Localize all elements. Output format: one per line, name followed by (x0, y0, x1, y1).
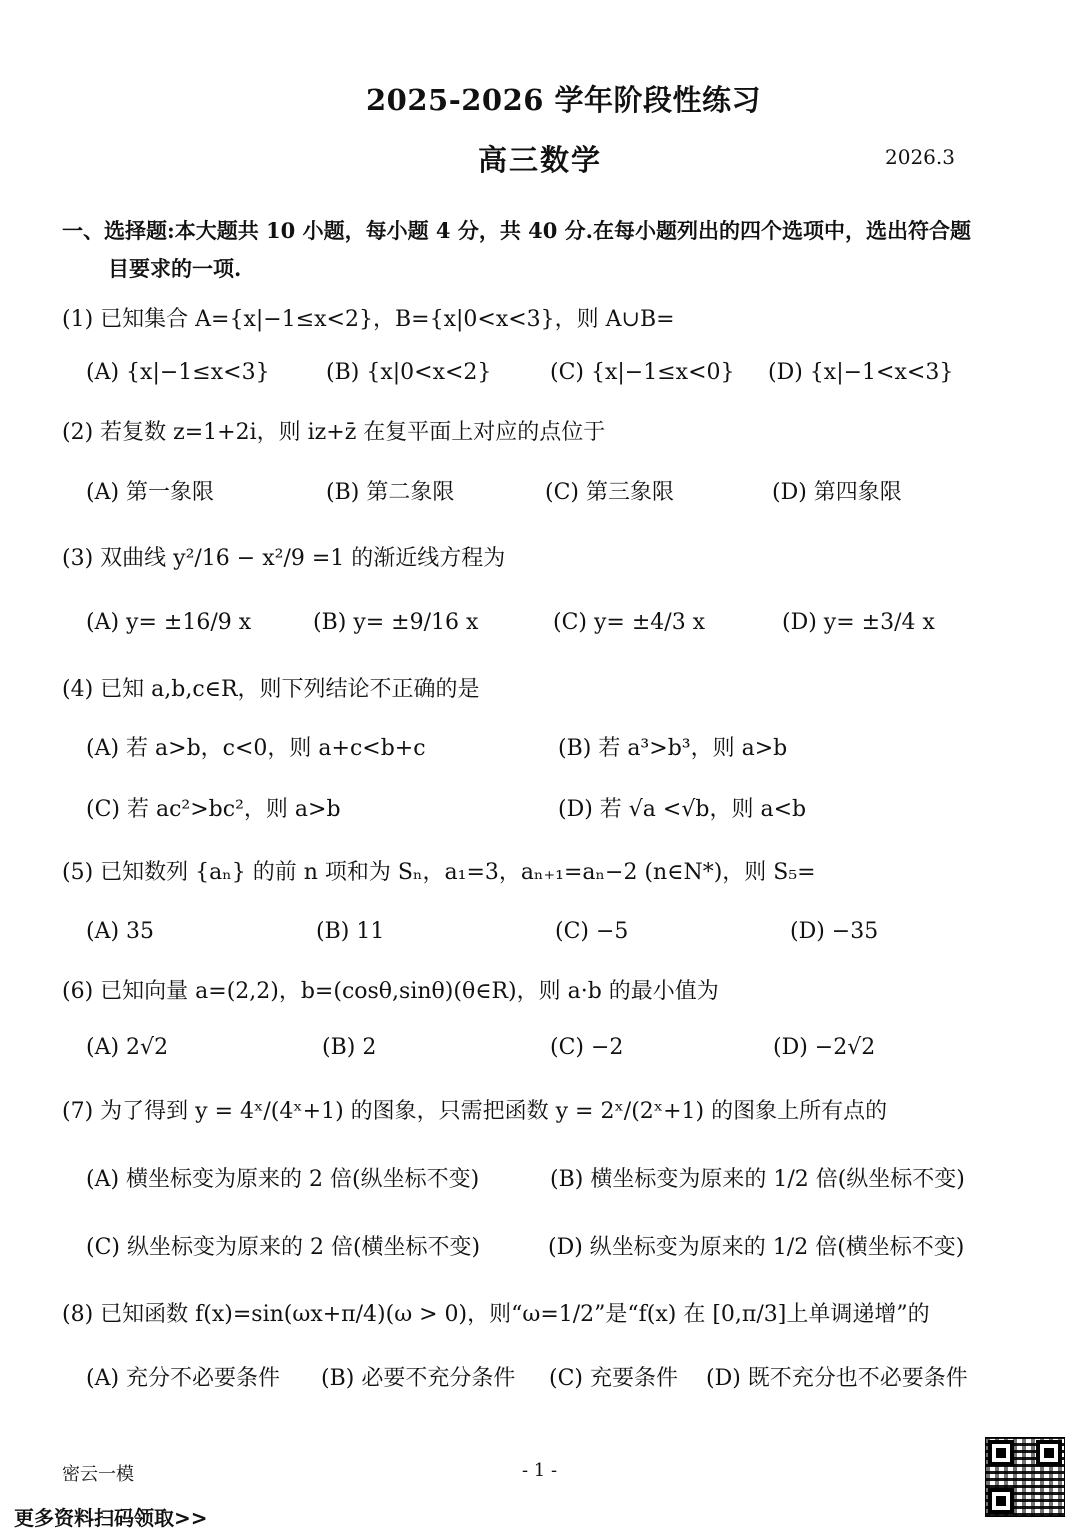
question-3-option-a: (A) y= ±16/9 x (86, 610, 252, 635)
question-4-option-b: (B) 若 a³>b³，则 a>b (558, 736, 788, 761)
question-8-option-d: (D) 既不充分也不必要条件 (706, 1366, 968, 1391)
question-6-option-a: (A) 2√2 (86, 1035, 169, 1060)
question-8-option-b: (B) 必要不充分条件 (321, 1366, 516, 1391)
qr-code-icon[interactable] (985, 1437, 1065, 1517)
question-5-option-b: (B) 11 (316, 919, 385, 944)
question-7-option-c: (C) 纵坐标变为原来的 2 倍(横坐标不变) (86, 1235, 481, 1260)
question-1-option-d: (D) {x|−1<x<3} (768, 360, 954, 385)
question-8-option-c: (C) 充要条件 (549, 1366, 678, 1391)
paper-title: 2025-2026 学年阶段性练习 (366, 83, 762, 117)
question-2-option-a: (A) 第一象限 (86, 480, 215, 505)
question-6-option-c: (C) −2 (550, 1035, 624, 1060)
question-5-option-c: (C) −5 (555, 919, 629, 944)
question-6-option-b: (B) 2 (322, 1035, 377, 1060)
question-2-option-d: (D) 第四象限 (772, 480, 902, 505)
question-7-option-a: (A) 横坐标变为原来的 2 倍(纵坐标不变) (86, 1167, 480, 1192)
question-4-option-d: (D) 若 √a <√b，则 a<b (558, 797, 807, 822)
promo-link[interactable]: 更多资料扫码领取>> (14, 1506, 208, 1530)
question-2-option-c: (C) 第三象限 (545, 480, 674, 505)
question-4-option-c: (C) 若 ac²>bc²，则 a>b (86, 797, 341, 822)
question-6-stem: (6) 已知向量 a=(2,2)，b=(cosθ,sinθ)(θ∈R)，则 a·b 的最小值为 (62, 979, 719, 1004)
question-8-option-a: (A) 充分不必要条件 (86, 1366, 281, 1391)
exam-date: 2026.3 (885, 145, 955, 169)
question-6-option-d: (D) −2√2 (773, 1035, 876, 1060)
question-3-option-c: (C) y= ±4/3 x (553, 610, 706, 635)
question-7-option-d: (D) 纵坐标变为原来的 1/2 倍(横坐标不变) (548, 1235, 965, 1260)
question-3-stem: (3) 双曲线 y²/16 − x²/9 =1 的渐近线方程为 (62, 546, 506, 571)
question-1-option-a: (A) {x|−1≤x<3} (86, 360, 270, 385)
section-heading-line1: 一、选择题:本大题共 10 小题，每小题 4 分，共 40 分.在每小题列出的四个选项中，选出符合题 (62, 218, 971, 243)
paper-subtitle: 高三数学 (478, 143, 603, 177)
question-2-stem: (2) 若复数 z=1+2i，则 iz+z̄ 在复平面上对应的点位于 (62, 420, 606, 445)
question-1-stem: (1) 已知集合 A={x|−1≤x<2}，B={x|0<x<3}，则 A∪B= (62, 307, 675, 332)
question-3-option-d: (D) y= ±3/4 x (782, 610, 935, 635)
footer-source-label: 密云一模 (62, 1464, 134, 1485)
question-1-option-c: (C) {x|−1≤x<0} (550, 360, 735, 385)
question-8-stem: (8) 已知函数 f(x)=sin(ωx+π/4)(ω > 0)，则“ω=1/2”是“f(x) 在 [0,π/3]上单调递增”的 (62, 1302, 930, 1327)
question-3-option-b: (B) y= ±9/16 x (313, 610, 479, 635)
question-7-option-b: (B) 横坐标变为原来的 1/2 倍(纵坐标不变) (550, 1167, 965, 1192)
page-number: - 1 - (522, 1460, 558, 1481)
question-4-option-a: (A) 若 a>b，c<0，则 a+c<b+c (86, 736, 426, 761)
question-4-stem: (4) 已知 a,b,c∈R，则下列结论不正确的是 (62, 677, 480, 702)
question-5-stem: (5) 已知数列 {aₙ} 的前 n 项和为 Sₙ，a₁=3，aₙ₊₁=aₙ−2 (n∈N*)，则 S₅= (62, 860, 816, 885)
question-7-stem: (7) 为了得到 y = 4ˣ/(4ˣ+1) 的图象，只需把函数 y = 2ˣ/(2ˣ+1) 的图象上所有点的 (62, 1099, 888, 1124)
question-5-option-d: (D) −35 (790, 919, 879, 944)
section-heading-line2: 目要求的一项. (108, 256, 242, 281)
question-1-option-b: (B) {x|0<x<2} (326, 360, 492, 385)
question-2-option-b: (B) 第二象限 (326, 480, 455, 505)
question-5-option-a: (A) 35 (86, 919, 155, 944)
